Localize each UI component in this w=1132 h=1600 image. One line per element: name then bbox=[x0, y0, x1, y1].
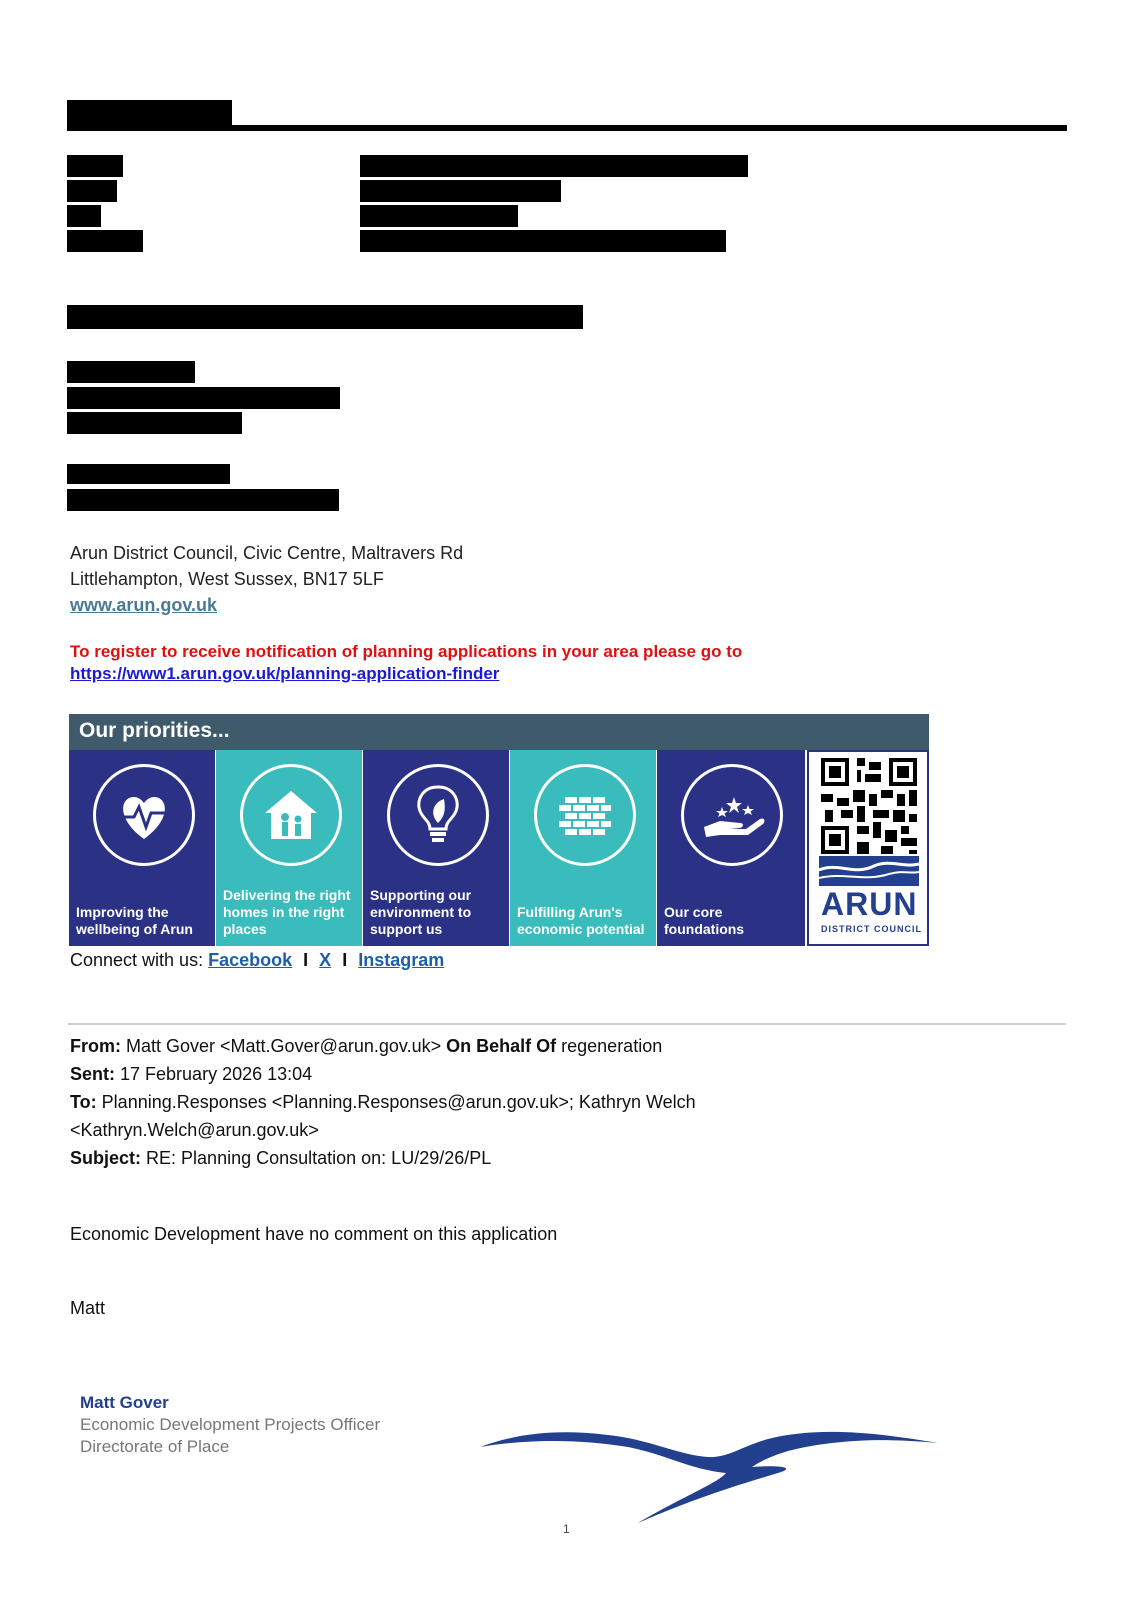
arun-logo-subtitle: DISTRICT COUNCIL bbox=[821, 924, 922, 934]
email-sent-line bbox=[70, 1060, 312, 1088]
email-from-line bbox=[70, 1032, 662, 1060]
email-signoff: Matt bbox=[70, 1298, 106, 1318]
priority-tile-foundations bbox=[657, 750, 805, 946]
instagram-link[interactable]: Instagram bbox=[358, 950, 445, 970]
from-label: From: bbox=[70, 1036, 121, 1056]
qr-logo-tile bbox=[807, 750, 929, 946]
email-body: Economic Development have no comment on this application bbox=[70, 1224, 558, 1244]
signature-name: Matt Gover bbox=[80, 1393, 169, 1412]
planning-finder-link[interactable]: https://www1.arun.gov.uk/planning-application-finder bbox=[70, 664, 500, 683]
to-label: To: bbox=[70, 1092, 97, 1112]
lightbulb-leaf-icon bbox=[387, 764, 489, 866]
email-to-line2: <Kathryn.Welch@arun.gov.uk> bbox=[70, 1120, 319, 1140]
tile-label-homes: Delivering the right homes in the right places bbox=[223, 887, 351, 937]
redacted-block bbox=[360, 180, 561, 202]
email-to-line bbox=[70, 1088, 696, 1116]
website-link[interactable]: www.arun.gov.uk bbox=[70, 595, 218, 615]
subject-value: RE: Planning Consultation on: LU/29/26/PL bbox=[146, 1148, 492, 1168]
tile-label-wellbeing: Improving the wellbeing of Arun bbox=[76, 904, 193, 937]
subject-label: Subject: bbox=[70, 1148, 142, 1168]
house-family-icon bbox=[240, 764, 342, 866]
sent-label: Sent: bbox=[70, 1064, 115, 1084]
behalf-label: On Behalf Of bbox=[446, 1036, 557, 1056]
notification-notice: To register to receive notification of planning applications in your area please go to bbox=[70, 642, 743, 661]
arun-logo-word: ARUN bbox=[821, 886, 918, 922]
hand-stars-icon bbox=[681, 764, 783, 866]
qr-code-icon[interactable] bbox=[821, 758, 917, 854]
council-address-line1: Arun District Council, Civic Centre, Maltravers Rd bbox=[70, 543, 464, 563]
separator: I bbox=[303, 950, 309, 970]
heart-pulse-icon bbox=[93, 764, 195, 866]
connect-line bbox=[70, 950, 444, 971]
priorities-banner bbox=[69, 714, 929, 946]
arun-wave-logo-icon bbox=[819, 856, 919, 886]
banner-header bbox=[69, 714, 929, 750]
redacted-block bbox=[360, 155, 748, 177]
redacted-block bbox=[67, 464, 230, 484]
header-rule bbox=[67, 125, 1067, 131]
signature-dept: Directorate of Place bbox=[80, 1437, 230, 1456]
redacted-block bbox=[67, 180, 117, 202]
redacted-block bbox=[67, 412, 242, 434]
redacted-block bbox=[67, 205, 101, 227]
redacted-block bbox=[67, 230, 143, 252]
tile-label-economic: Fulfilling Arun's economic potential bbox=[517, 904, 645, 937]
priority-tile-environment bbox=[363, 750, 509, 946]
priority-tile-homes bbox=[216, 750, 362, 946]
council-address-line2: Littlehampton, West Sussex, BN17 5LF bbox=[70, 569, 384, 589]
redacted-block bbox=[67, 387, 340, 409]
redacted-block bbox=[67, 305, 583, 329]
page-number: 1 bbox=[563, 1522, 570, 1536]
brick-wall-icon bbox=[534, 764, 636, 866]
separator: I bbox=[342, 950, 348, 970]
x-link[interactable]: X bbox=[319, 950, 332, 970]
redacted-block bbox=[67, 155, 123, 177]
banner-title: Our priorities... bbox=[79, 719, 230, 742]
facebook-link[interactable]: Facebook bbox=[208, 950, 293, 970]
behalf-value: regeneration bbox=[561, 1036, 663, 1056]
tile-label-foundations: Our core foundations bbox=[664, 904, 745, 937]
to-value-line1: Planning.Responses <Planning.Responses@arun.gov.uk>; Kathryn Welch bbox=[101, 1092, 696, 1112]
redacted-block bbox=[67, 361, 195, 383]
redacted-block bbox=[67, 100, 232, 128]
priority-tile-wellbeing bbox=[69, 750, 215, 946]
email-subject-line bbox=[70, 1144, 491, 1172]
sent-value: 17 February 2026 13:04 bbox=[120, 1064, 313, 1084]
redacted-block bbox=[360, 230, 726, 252]
arun-bird-logo-icon bbox=[478, 1425, 942, 1525]
redacted-block bbox=[67, 489, 339, 511]
tile-label-environment: Supporting our environment to support us bbox=[370, 887, 472, 937]
redacted-block bbox=[360, 205, 518, 227]
email-divider bbox=[68, 1023, 1066, 1025]
connect-prefix: Connect with us: bbox=[70, 950, 204, 970]
priority-tile-economic bbox=[510, 750, 656, 946]
from-value: Matt Gover <Matt.Gover@arun.gov.uk> bbox=[126, 1036, 442, 1056]
signature-title: Economic Development Projects Officer bbox=[80, 1415, 381, 1434]
